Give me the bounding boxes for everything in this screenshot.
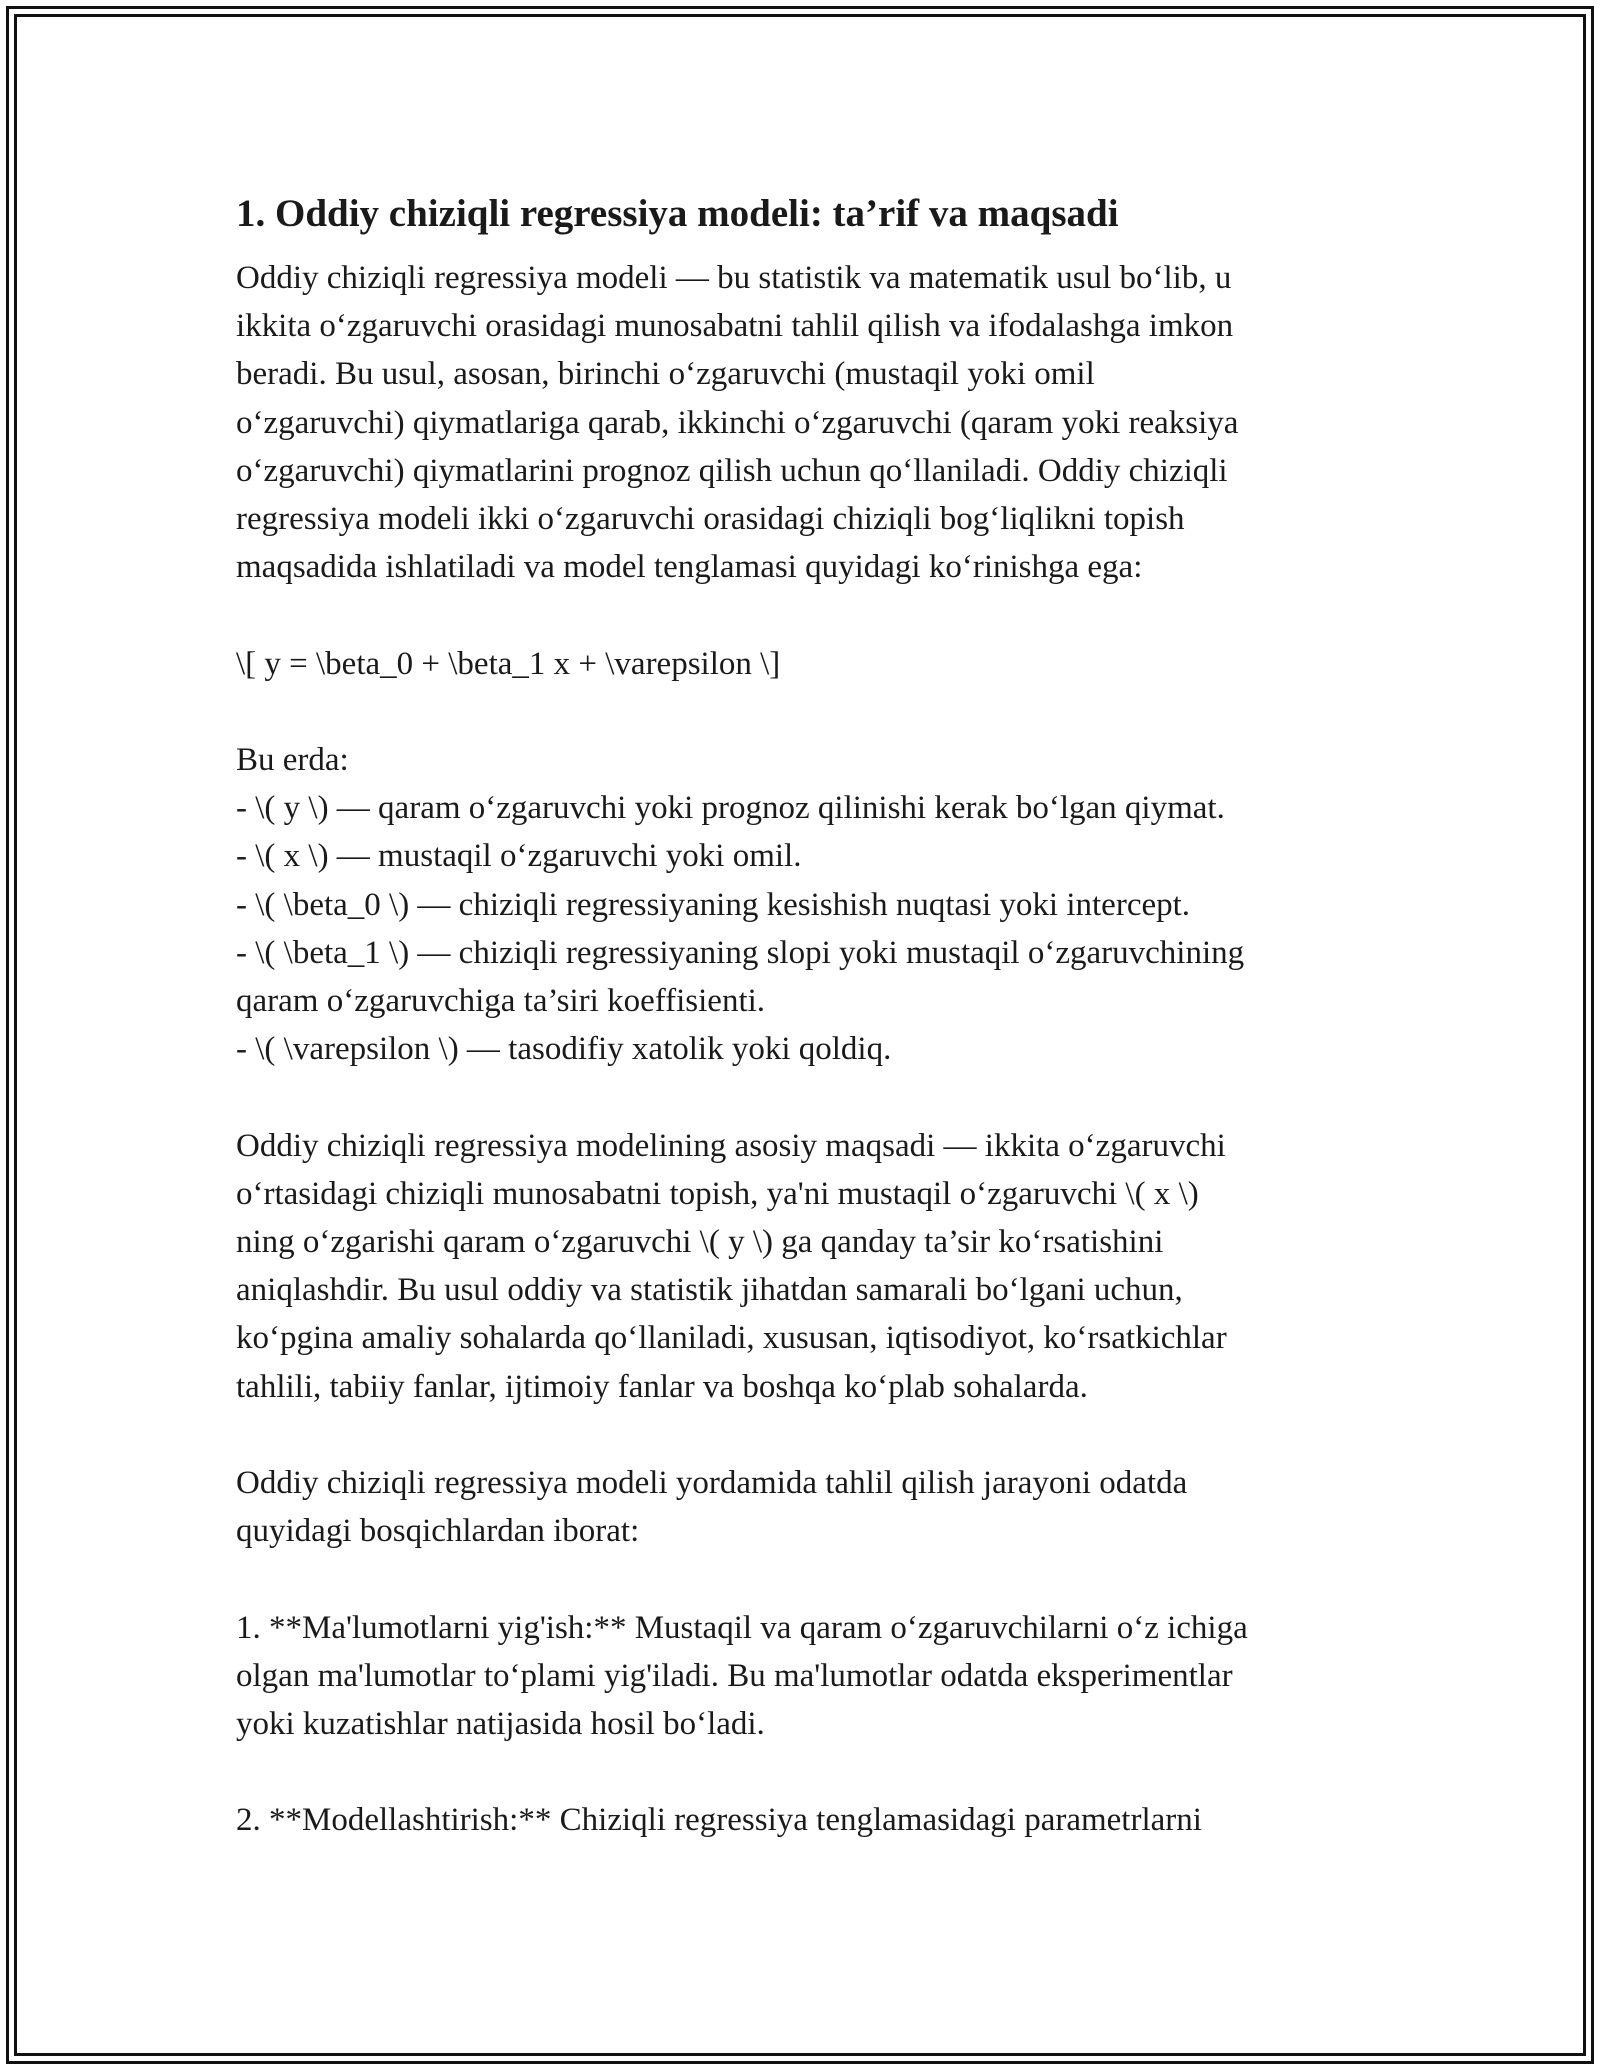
definition-item: qaram o‘zgaruvchiga ta’siri koeffisienti. (236, 983, 766, 1020)
text-line: o‘rtasidagi chiziqli munosabatni topish, ya'ni mustaqil o‘zgaruvchi \( x \) (236, 1175, 1199, 1212)
definition-item: - \( \beta_1 \) — chiziqli regressiyaning slopi yoki mustaqil o‘zgaruvchining (236, 934, 1245, 971)
text-line: Oddiy chiziqli regressiya modeli yordamida tahlil qilish jarayoni odatda (236, 1465, 1188, 1502)
where-label: Bu erda: (236, 742, 349, 778)
text-line: ikkita o‘zgaruvchi orasidagi munosabatni tahlil qilish va ifodalashga imkon (236, 308, 1234, 345)
text-line: 2. **Modellashtirish:** Chiziqli regressiya tenglamasidagi parametrlarni (236, 1802, 1202, 1839)
definition-item: - \( x \) — mustaqil o‘zgaruvchi yoki omil. (236, 838, 802, 875)
text-line: ko‘pgina amaliy sohalarda qo‘llaniladi, xususan, iqtisodiyot, ko‘rsatkichlar (236, 1320, 1227, 1357)
intro-paragraph (236, 254, 1376, 591)
definition-item: - \( \varepsilon \) — tasodifiy xatolik yoki qoldiq. (236, 1031, 892, 1068)
step-1 (236, 1604, 1376, 1749)
text-line: 1. **Ma'lumotlarni yig'ish:** Mustaqil va qaram o‘zgaruvchilarni o‘z ichiga (236, 1609, 1248, 1646)
text-line: maqsadida ishlatiladi va model tenglamasi quyidagi ko‘rinishga ega: (236, 549, 1143, 586)
text-line: aniqlashdir. Bu usul oddiy va statistik jihatdan samarali bo‘lgani uchun, (236, 1272, 1183, 1309)
text-line: yoki kuzatishlar natijasida hosil bo‘ladi. (236, 1706, 765, 1743)
step-2 (236, 1796, 1376, 1844)
text-line: Oddiy chiziqli regressiya modeli — bu statistik va matematik usul bo‘lib, u (236, 260, 1232, 296)
definition-item: - \( \beta_0 \) — chiziqli regressiyaning kesishish nuqtasi yoki intercept. (236, 886, 1191, 923)
text-line: tahlili, tabiiy fanlar, ijtimoiy fanlar va boshqa ko‘plab sohalarda. (236, 1368, 1088, 1405)
text-line: quyidagi bosqichlardan iborat: (236, 1513, 640, 1550)
text-line: Oddiy chiziqli regressiya modelining asosiy maqsadi — ikkita o‘zgaruvchi (236, 1127, 1226, 1164)
text-line: olgan ma'lumotlar to‘plami yig'iladi. Bu ma'lumotlar odatda eksperimentlar (236, 1657, 1233, 1694)
model-equation: \[ y = \beta_0 + \beta_1 x + \varepsilon \] (236, 645, 781, 682)
text-line: o‘zgaruvchi) qiymatlariga qarab, ikkinchi o‘zgaruvchi (qaram yoki reaksiya (236, 404, 1239, 441)
definitions-list (236, 736, 1376, 1073)
text-line: ning o‘zgarishi qaram o‘zgaruvchi \( y \) ga qanday ta’sir ko‘rsatishini (236, 1224, 1164, 1261)
document-body (236, 186, 1376, 1845)
text-line: o‘zgaruvchi) qiymatlarini prognoz qilish uchun qo‘llaniladi. Oddiy chiziqli (236, 452, 1228, 489)
definition-item: - \( y \) — qaram o‘zgaruvchi yoki prognoz qilinishi kerak bo‘lgan qiymat. (236, 790, 1225, 827)
process-paragraph (236, 1459, 1376, 1555)
purpose-paragraph (236, 1122, 1376, 1411)
text-line: regressiya modeli ikki o‘zgaruvchi orasidagi chiziqli bog‘liqlikni topish (236, 501, 1185, 538)
text-line: beradi. Bu usul, asosan, birinchi o‘zgaruvchi (mustaqil yoki omil (236, 356, 1095, 393)
section-heading: 1. Oddiy chiziqli regressiya modeli: ta’rif va maqsadi (236, 192, 1119, 235)
